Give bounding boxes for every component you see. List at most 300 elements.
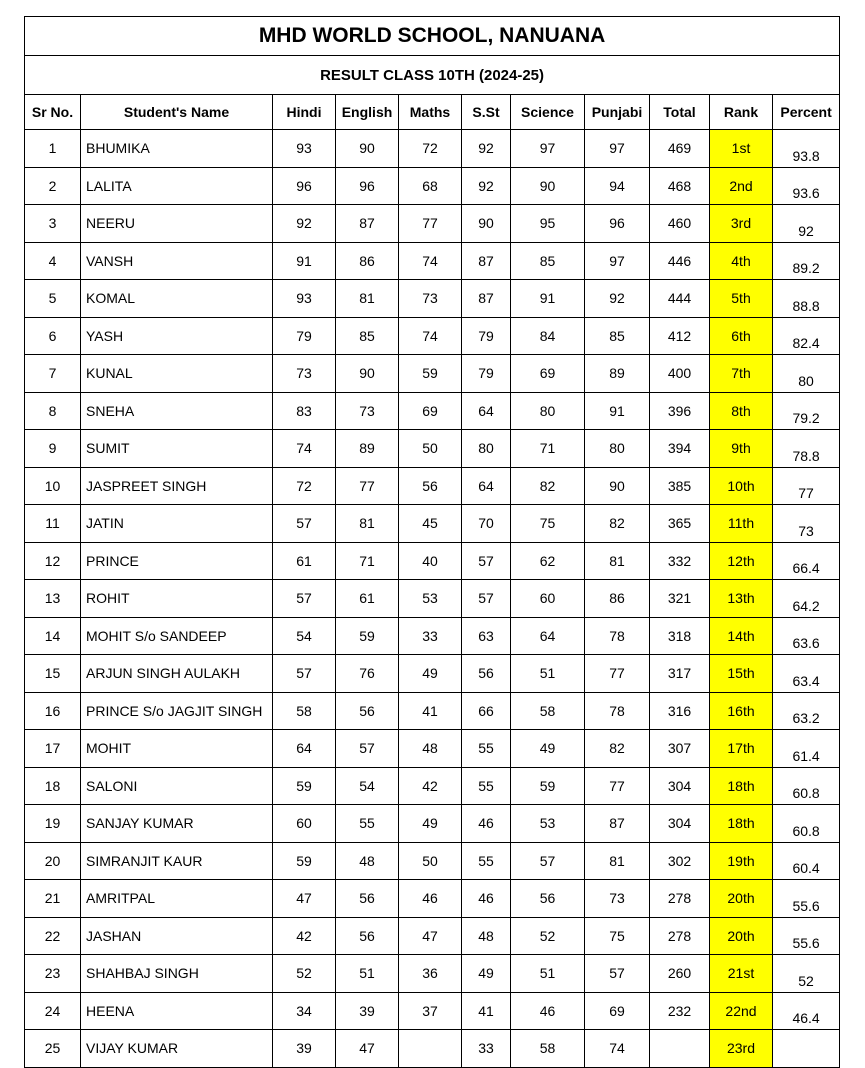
punjabi-cell: 81 — [585, 542, 650, 580]
rank-cell — [710, 730, 773, 768]
table-row — [25, 842, 840, 880]
maths-cell: 45 — [399, 505, 462, 543]
science-cell: 69 — [511, 355, 585, 393]
rank-cell — [710, 842, 773, 880]
science-cell: 84 — [511, 317, 585, 355]
science-cell: 97 — [511, 130, 585, 168]
science-cell: 46 — [511, 992, 585, 1030]
sr-no-cell: 17 — [25, 730, 81, 768]
table-row — [25, 505, 840, 543]
english-cell: 71 — [336, 542, 399, 580]
science-cell: 57 — [511, 842, 585, 880]
rank-label: 19th — [727, 852, 755, 869]
sr-no-cell: 3 — [25, 205, 81, 243]
english-cell: 57 — [336, 730, 399, 768]
table-row — [25, 317, 840, 355]
sr-no-cell: 14 — [25, 617, 81, 655]
percent-cell: 88.8 — [773, 280, 840, 318]
rank-cell — [710, 205, 773, 243]
english-cell: 56 — [336, 917, 399, 955]
hindi-cell: 39 — [273, 1030, 336, 1068]
table-row — [25, 392, 840, 430]
header-student-name: Student's Name — [81, 95, 273, 130]
total-cell: 304 — [650, 767, 710, 805]
rank-cell — [710, 430, 773, 468]
sr-no-cell: 5 — [25, 280, 81, 318]
science-cell: 90 — [511, 167, 585, 205]
maths-cell: 56 — [399, 467, 462, 505]
sst-cell: 48 — [462, 917, 511, 955]
hindi-cell: 54 — [273, 617, 336, 655]
percent-cell: 60.8 — [773, 805, 840, 843]
rank-label: 20th — [727, 890, 755, 907]
sst-cell: 64 — [462, 392, 511, 430]
sst-cell: 63 — [462, 617, 511, 655]
sr-no-cell: 24 — [25, 992, 81, 1030]
student-name-cell: SUMIT — [81, 430, 273, 468]
rank-cell — [710, 917, 773, 955]
result-sheet — [24, 16, 839, 1068]
science-cell: 75 — [511, 505, 585, 543]
header-science: Science — [511, 95, 585, 130]
sst-cell: 56 — [462, 655, 511, 693]
total-cell: 385 — [650, 467, 710, 505]
percent-cell: 60.4 — [773, 842, 840, 880]
total-cell: 321 — [650, 580, 710, 618]
table-row — [25, 280, 840, 318]
maths-cell: 68 — [399, 167, 462, 205]
science-cell: 62 — [511, 542, 585, 580]
rank-label: 20th — [727, 927, 755, 944]
hindi-cell: 64 — [273, 730, 336, 768]
sst-cell: 79 — [462, 355, 511, 393]
sr-no-cell: 4 — [25, 242, 81, 280]
sst-cell: 66 — [462, 692, 511, 730]
punjabi-cell: 97 — [585, 130, 650, 168]
rank-cell — [710, 542, 773, 580]
hindi-cell: 79 — [273, 317, 336, 355]
sst-cell: 90 — [462, 205, 511, 243]
english-cell: 87 — [336, 205, 399, 243]
total-cell: 446 — [650, 242, 710, 280]
maths-cell: 59 — [399, 355, 462, 393]
percent-cell: 46.4 — [773, 992, 840, 1030]
rank-cell — [710, 467, 773, 505]
maths-cell: 50 — [399, 842, 462, 880]
percent-cell — [773, 1030, 840, 1068]
punjabi-cell: 73 — [585, 880, 650, 918]
table-row — [25, 430, 840, 468]
sst-cell: 57 — [462, 580, 511, 618]
table-row — [25, 655, 840, 693]
percent-cell: 66.4 — [773, 542, 840, 580]
rank-cell — [710, 805, 773, 843]
maths-cell: 49 — [399, 805, 462, 843]
rank-cell — [710, 167, 773, 205]
english-cell: 81 — [336, 505, 399, 543]
science-cell: 51 — [511, 955, 585, 993]
total-cell: 412 — [650, 317, 710, 355]
student-name-cell: MOHIT — [81, 730, 273, 768]
maths-cell: 33 — [399, 617, 462, 655]
percent-cell: 92 — [773, 205, 840, 243]
total-cell: 332 — [650, 542, 710, 580]
percent-cell: 79.2 — [773, 392, 840, 430]
punjabi-cell: 91 — [585, 392, 650, 430]
rank-cell — [710, 242, 773, 280]
hindi-cell: 57 — [273, 505, 336, 543]
sr-no-cell: 20 — [25, 842, 81, 880]
percent-cell: 80 — [773, 355, 840, 393]
total-cell: 304 — [650, 805, 710, 843]
header-sst: S.St — [462, 95, 511, 130]
maths-cell: 72 — [399, 130, 462, 168]
rank-label: 5th — [731, 290, 751, 307]
punjabi-cell: 87 — [585, 805, 650, 843]
percent-cell: 93.8 — [773, 130, 840, 168]
sr-no-cell: 22 — [25, 917, 81, 955]
student-name-cell: VIJAY KUMAR — [81, 1030, 273, 1068]
percent-cell: 63.2 — [773, 692, 840, 730]
total-cell: 260 — [650, 955, 710, 993]
hindi-cell: 96 — [273, 167, 336, 205]
table-row — [25, 580, 840, 618]
student-name-cell: PRINCE — [81, 542, 273, 580]
hindi-cell: 57 — [273, 655, 336, 693]
total-cell: 232 — [650, 992, 710, 1030]
hindi-cell: 59 — [273, 767, 336, 805]
maths-cell: 74 — [399, 317, 462, 355]
maths-cell — [399, 1030, 462, 1068]
hindi-cell: 60 — [273, 805, 336, 843]
sr-no-cell: 8 — [25, 392, 81, 430]
student-name-cell: JASHAN — [81, 917, 273, 955]
sr-no-cell: 23 — [25, 955, 81, 993]
student-name-cell: MOHIT S/o SANDEEP — [81, 617, 273, 655]
student-name-cell: SANJAY KUMAR — [81, 805, 273, 843]
english-cell: 81 — [336, 280, 399, 318]
punjabi-cell: 82 — [585, 505, 650, 543]
header-sr-no: Sr No. — [25, 95, 81, 130]
rank-label: 1st — [731, 140, 751, 157]
hindi-cell: 34 — [273, 992, 336, 1030]
punjabi-cell: 77 — [585, 767, 650, 805]
student-name-cell: BHUMIKA — [81, 130, 273, 168]
english-cell: 85 — [336, 317, 399, 355]
sst-cell: 55 — [462, 730, 511, 768]
rank-label: 15th — [727, 665, 755, 682]
english-cell: 90 — [336, 355, 399, 393]
english-cell: 90 — [336, 130, 399, 168]
punjabi-cell: 80 — [585, 430, 650, 468]
table-row — [25, 805, 840, 843]
sr-no-cell: 18 — [25, 767, 81, 805]
rank-label: 11th — [727, 515, 755, 532]
student-name-cell: PRINCE S/o JAGJIT SINGH — [81, 692, 273, 730]
rank-cell — [710, 655, 773, 693]
percent-cell: 77 — [773, 467, 840, 505]
english-cell: 55 — [336, 805, 399, 843]
english-cell: 76 — [336, 655, 399, 693]
header-punjabi: Punjabi — [585, 95, 650, 130]
sst-cell: 87 — [462, 242, 511, 280]
hindi-cell: 58 — [273, 692, 336, 730]
rank-cell — [710, 617, 773, 655]
maths-cell: 53 — [399, 580, 462, 618]
science-cell: 91 — [511, 280, 585, 318]
punjabi-cell: 82 — [585, 730, 650, 768]
student-name-cell: JASPREET SINGH — [81, 467, 273, 505]
total-cell: 460 — [650, 205, 710, 243]
table-row — [25, 130, 840, 168]
science-cell: 80 — [511, 392, 585, 430]
punjabi-cell: 78 — [585, 617, 650, 655]
rank-label: 18th — [727, 777, 755, 794]
science-cell: 52 — [511, 917, 585, 955]
table-row — [25, 617, 840, 655]
hindi-cell: 61 — [273, 542, 336, 580]
english-cell: 56 — [336, 880, 399, 918]
student-name-cell: ARJUN SINGH AULAKH — [81, 655, 273, 693]
sr-no-cell: 12 — [25, 542, 81, 580]
student-name-cell: KOMAL — [81, 280, 273, 318]
rank-label: 18th — [727, 815, 755, 832]
sst-cell: 87 — [462, 280, 511, 318]
sst-cell: 79 — [462, 317, 511, 355]
sr-no-cell: 19 — [25, 805, 81, 843]
sr-no-cell: 21 — [25, 880, 81, 918]
rank-cell — [710, 580, 773, 618]
table-row — [25, 542, 840, 580]
total-cell: 444 — [650, 280, 710, 318]
student-name-cell: VANSH — [81, 242, 273, 280]
maths-cell: 40 — [399, 542, 462, 580]
maths-cell: 77 — [399, 205, 462, 243]
sst-cell: 46 — [462, 880, 511, 918]
punjabi-cell: 94 — [585, 167, 650, 205]
total-cell — [650, 1030, 710, 1068]
science-cell: 53 — [511, 805, 585, 843]
rank-label: 6th — [731, 327, 751, 344]
table-row — [25, 692, 840, 730]
rank-cell — [710, 1030, 773, 1068]
total-cell: 400 — [650, 355, 710, 393]
sst-cell: 92 — [462, 130, 511, 168]
header-total: Total — [650, 95, 710, 130]
header-rank: Rank — [710, 95, 773, 130]
hindi-cell: 72 — [273, 467, 336, 505]
science-cell: 49 — [511, 730, 585, 768]
table-row — [25, 205, 840, 243]
hindi-cell: 93 — [273, 130, 336, 168]
hindi-cell: 91 — [273, 242, 336, 280]
science-cell: 58 — [511, 1030, 585, 1068]
maths-cell: 50 — [399, 430, 462, 468]
table-row — [25, 242, 840, 280]
rank-cell — [710, 317, 773, 355]
rank-cell — [710, 355, 773, 393]
result-title: RESULT CLASS 10TH (2024-25) — [25, 56, 840, 95]
rank-cell — [710, 880, 773, 918]
rank-label: 10th — [727, 477, 755, 494]
sst-cell: 57 — [462, 542, 511, 580]
sst-cell: 92 — [462, 167, 511, 205]
science-cell: 59 — [511, 767, 585, 805]
english-cell: 77 — [336, 467, 399, 505]
rank-label: 23rd — [726, 1040, 756, 1057]
student-name-cell: LALITA — [81, 167, 273, 205]
table-row — [25, 917, 840, 955]
table-row — [25, 167, 840, 205]
hindi-cell: 59 — [273, 842, 336, 880]
maths-cell: 69 — [399, 392, 462, 430]
english-cell: 56 — [336, 692, 399, 730]
header-row — [25, 95, 840, 130]
header-hindi: Hindi — [273, 95, 336, 130]
total-cell: 394 — [650, 430, 710, 468]
total-cell: 278 — [650, 880, 710, 918]
science-cell: 82 — [511, 467, 585, 505]
science-cell: 51 — [511, 655, 585, 693]
maths-cell: 48 — [399, 730, 462, 768]
percent-cell: 63.6 — [773, 617, 840, 655]
student-name-cell: JATIN — [81, 505, 273, 543]
science-cell: 95 — [511, 205, 585, 243]
sr-no-cell: 7 — [25, 355, 81, 393]
maths-cell: 73 — [399, 280, 462, 318]
sr-no-cell: 2 — [25, 167, 81, 205]
total-cell: 318 — [650, 617, 710, 655]
student-name-cell: NEERU — [81, 205, 273, 243]
rank-cell — [710, 280, 773, 318]
student-name-cell: KUNAL — [81, 355, 273, 393]
punjabi-cell: 85 — [585, 317, 650, 355]
english-cell: 96 — [336, 167, 399, 205]
student-name-cell: HEENA — [81, 992, 273, 1030]
rank-label: 22nd — [725, 1002, 757, 1019]
percent-cell: 78.8 — [773, 430, 840, 468]
percent-cell: 64.2 — [773, 580, 840, 618]
student-name-cell: YASH — [81, 317, 273, 355]
student-name-cell: SHAHBAJ SINGH — [81, 955, 273, 993]
maths-cell: 41 — [399, 692, 462, 730]
sr-no-cell: 13 — [25, 580, 81, 618]
punjabi-cell: 81 — [585, 842, 650, 880]
english-cell: 61 — [336, 580, 399, 618]
science-cell: 64 — [511, 617, 585, 655]
total-cell: 317 — [650, 655, 710, 693]
english-cell: 48 — [336, 842, 399, 880]
rank-label: 2nd — [729, 177, 753, 194]
english-cell: 47 — [336, 1030, 399, 1068]
science-cell: 71 — [511, 430, 585, 468]
total-cell: 316 — [650, 692, 710, 730]
rank-label: 21st — [727, 965, 755, 982]
total-cell: 307 — [650, 730, 710, 768]
punjabi-cell: 57 — [585, 955, 650, 993]
rank-label: 14th — [727, 627, 755, 644]
sst-cell: 64 — [462, 467, 511, 505]
hindi-cell: 42 — [273, 917, 336, 955]
school-name: MHD WORLD SCHOOL, NANUANA — [25, 17, 840, 56]
sst-cell: 80 — [462, 430, 511, 468]
sst-cell: 70 — [462, 505, 511, 543]
table-row — [25, 1030, 840, 1068]
student-name-cell: SIMRANJIT KAUR — [81, 842, 273, 880]
sr-no-cell: 1 — [25, 130, 81, 168]
hindi-cell: 93 — [273, 280, 336, 318]
sr-no-cell: 11 — [25, 505, 81, 543]
percent-cell: 60.8 — [773, 767, 840, 805]
punjabi-cell: 89 — [585, 355, 650, 393]
rank-label: 3rd — [730, 215, 752, 232]
hindi-cell: 52 — [273, 955, 336, 993]
sst-cell: 49 — [462, 955, 511, 993]
rank-label: 17th — [727, 740, 755, 757]
maths-cell: 37 — [399, 992, 462, 1030]
header-english: English — [336, 95, 399, 130]
percent-cell: 73 — [773, 505, 840, 543]
total-cell: 468 — [650, 167, 710, 205]
maths-cell: 49 — [399, 655, 462, 693]
punjabi-cell: 75 — [585, 917, 650, 955]
punjabi-cell: 86 — [585, 580, 650, 618]
hindi-cell: 74 — [273, 430, 336, 468]
sst-cell: 33 — [462, 1030, 511, 1068]
punjabi-cell: 78 — [585, 692, 650, 730]
percent-cell: 61.4 — [773, 730, 840, 768]
rank-label: 13th — [727, 590, 755, 607]
maths-cell: 42 — [399, 767, 462, 805]
percent-cell: 55.6 — [773, 917, 840, 955]
table-row — [25, 880, 840, 918]
header-percent: Percent — [773, 95, 840, 130]
sr-no-cell: 15 — [25, 655, 81, 693]
rank-cell — [710, 130, 773, 168]
student-name-cell: ROHIT — [81, 580, 273, 618]
percent-cell: 55.6 — [773, 880, 840, 918]
english-cell: 59 — [336, 617, 399, 655]
rank-label: 7th — [731, 365, 751, 382]
hindi-cell: 83 — [273, 392, 336, 430]
total-cell: 278 — [650, 917, 710, 955]
rank-label: 16th — [727, 702, 755, 719]
rank-cell — [710, 392, 773, 430]
percent-cell: 89.2 — [773, 242, 840, 280]
table-row — [25, 767, 840, 805]
english-cell: 73 — [336, 392, 399, 430]
science-cell: 85 — [511, 242, 585, 280]
table-row — [25, 955, 840, 993]
header-maths: Maths — [399, 95, 462, 130]
student-name-cell: SALONI — [81, 767, 273, 805]
punjabi-cell: 74 — [585, 1030, 650, 1068]
percent-cell: 82.4 — [773, 317, 840, 355]
student-name-cell: SNEHA — [81, 392, 273, 430]
rank-cell — [710, 692, 773, 730]
sst-cell: 41 — [462, 992, 511, 1030]
punjabi-cell: 96 — [585, 205, 650, 243]
maths-cell: 36 — [399, 955, 462, 993]
punjabi-cell: 69 — [585, 992, 650, 1030]
student-name-cell: AMRITPAL — [81, 880, 273, 918]
science-cell: 60 — [511, 580, 585, 618]
table-row — [25, 730, 840, 768]
total-cell: 396 — [650, 392, 710, 430]
rank-cell — [710, 767, 773, 805]
result-table — [24, 16, 840, 1068]
table-row — [25, 467, 840, 505]
